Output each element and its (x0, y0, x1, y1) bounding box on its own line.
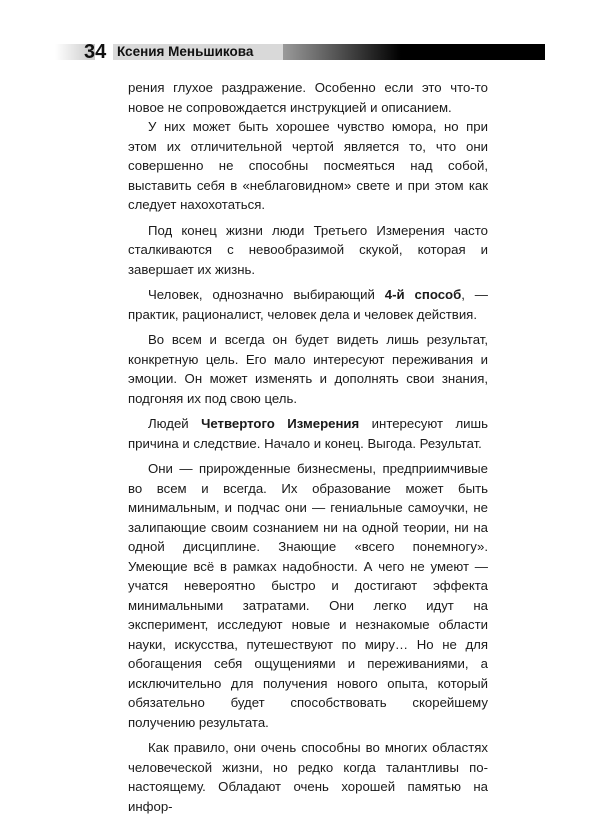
paragraph: Они — прирожденные бизнесмены, предприимчивые во всем и всегда. Их образование может быть минимальным, и подчас они — гениальные самоучки, не залипающие своим сознанием ни на одной теории, ни на одной дисциплине. Знающие «всего понемногу». Умеющие всё в рамках надобности. А чего не умеют — учатся невероятно быстро и достигают эффекта минимальными затратами. Они легко идут на эксперимент, исследуют новые и незнакомые области науки, искусства, путешествуют по миру… Но не для обогащения себя ощущениями и переживаниями, а исключительно для получения нового опыта, который обязательно будет способствовать скорейшему получению результата. (128, 461, 488, 730)
paragraph-text: Людей (148, 416, 202, 431)
paragraph: Под конец жизни люди Третьего Измерения часто сталкиваются с невообразимой скукой, которая и завершает их жизнь. (128, 222, 488, 277)
paragraph (128, 414, 488, 453)
page-number: 34 (84, 41, 107, 63)
header-gradient-bar (283, 44, 545, 60)
paragraph-emphasis: 4-й способ (384, 287, 462, 302)
paragraph-text: , — практик, рационалист, человек дела и человек действия. (128, 287, 488, 322)
paragraph: Во всем и всегда он будет видеть лишь результат, конкретную цель. Его мало интересуют переживания и эмоции. Он может изменять и дополнять свои знания, подгоняя их под свою цель. (128, 332, 488, 406)
paragraph-emphasis: Четвертого Измерения (201, 416, 360, 431)
running-header (0, 38, 600, 66)
paragraph: У них может быть хорошее чувство юмора, но при этом их отличительной чертой является то, что они совершенно не способны посмеяться над собой, выставить себя в «неблаговидном» свете и при этом как следует нахохотаться. (128, 119, 488, 212)
paragraph: Как правило, они очень способны во многих областях человеческой жизни, но редко когда талантливы по-настоящему. Обладают очень хорошей памятью на инфор- (128, 740, 488, 814)
paragraph-text: интересуют лишь причина и следствие. Начало и конец. Выгода. Результат. (128, 416, 488, 451)
paragraph-text: Человек, однозначно выбирающий (148, 287, 385, 302)
paragraph (128, 285, 488, 324)
paragraph: рения глухое раздражение. Особенно если это что-то новое не сопровождается инструкцией и описанием. (128, 80, 488, 115)
page-body (128, 78, 488, 816)
running-title: Ксения Меньшикова (113, 44, 287, 60)
